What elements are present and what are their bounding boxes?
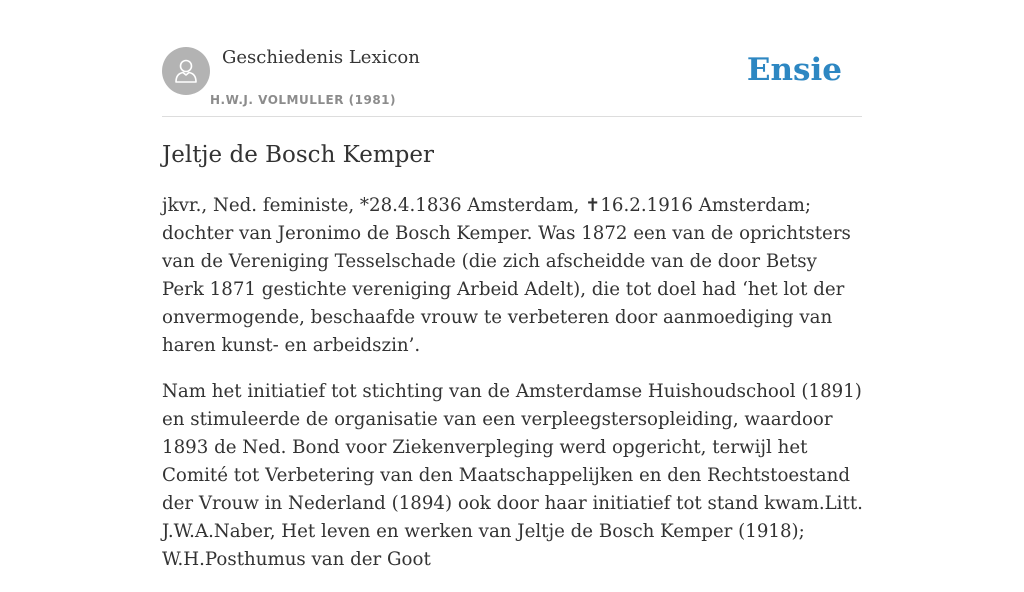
user-icon: [171, 56, 201, 86]
avatar: [162, 47, 210, 95]
article-paragraph: Nam het initiatief tot stichting van de Amsterdamse Huishoudschool (1891) en stimuleerde de organisatie van een verpleegstersopleiding, waardoor 1893 de Ned. Bond voor Ziekenverpleging werd opgericht, terwijl het Comité tot Verbetering van den Maatschappelijken en den Rechtstoestand der Vrouw in Nederland (1894) ook door haar initiatief tot stand kwam.Litt. J.W.A.Naber, Het leven en werken van Jeltje de Bosch Kemper (1918); W.H.Posthumus van der Goot: [162, 381, 863, 570]
article-page: [162, 0, 863, 570]
brand-logo[interactable]: Ensie: [746, 52, 842, 88]
source-title[interactable]: Geschiedenis Lexicon: [222, 47, 420, 68]
article-header: [162, 0, 862, 117]
author-credit: H.W.J. VOLMULLER (1981): [210, 93, 397, 107]
page-title: Jeltje de Bosch Kemper: [162, 142, 435, 168]
article-paragraph: jkvr., Ned. feministe, *28.4.1836 Amsterdam, ✝16.2.1916 Amsterdam; dochter van Jeronimo de Bosch Kemper. Was 1872 een van de oprichtsters van de Vereniging Tesselschade (die zich afscheidde van de door Betsy Perk 1871 gestichte vereniging Arbeid Adelt), die tot doel had ‘het lot der onvermogende, beschaafde vrouw te verbeteren door aanmoediging van haren kunst- en arbeidszin’.: [162, 195, 851, 356]
article-body: [162, 192, 864, 592]
